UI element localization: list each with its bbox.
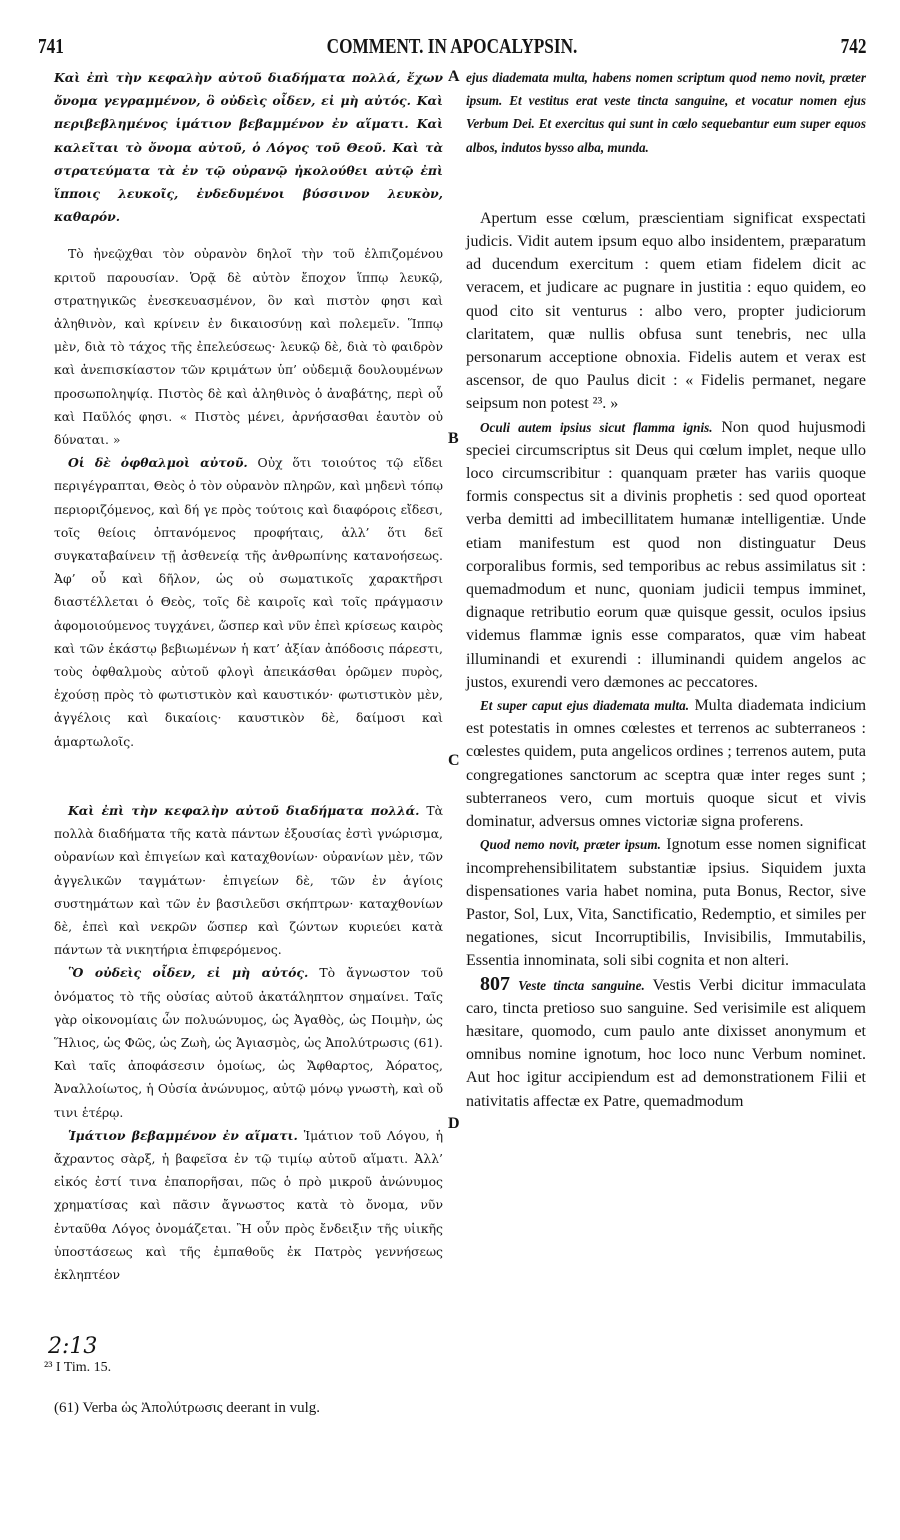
greek-commentary-paragraph: Οἱ δὲ ὀφθαλμοὶ αὐτοῦ. Οὐχ ὅτι τοιούτος τῷ εἴδει περιγέγραπται, Θεὸς ὁ τὸν οὐρανὸν πληρῶν, καὶ μηδενὶ τόπῳ περιοριζόμενος, καὶ δή γε πρὸς τούτοις καὶ διαφόροις εἴδεσι, τοῖς θείοις ὀπτανόμενος προφήταις, ἀλλ’ ὅτι δεῖ συγκαταβαίνειν τῇ ἀσθενείᾳ τῆς ἀνθρωπίνης κατανοήσεως. Ἀφ’ οὗ καὶ δῆλον, ὡς οὐ σωματικοῖς χαρακτῆρσι διαστέλλεται ὁ Θεὸς, τοῖς δὲ καιροῖς καὶ τοῖς πράγμασιν ἀφομοιούμενος τυγχάνει, ὥσπερ καὶ νῦν ἐπεὶ κρίσεως καιρὸς καὶ τῶν ἑκάστῳ βεβιωμένων ἡ κατ’ ἀξίαν ἀπόδοσις πάρεστι, τοὺς ὀφθαλμοὺς αὐτοῦ φλογὶ ἀπεικάσθαι ὁρῶμεν πυρὸς, ἐχούσῃ πρὸς τὸ φωτιστικὸν καὶ καυστικόν· φωτιστικὸν μὲν, ἀγγέλοις καὶ δικαίοις· καυστικὸν δὲ, δαίμοσι καὶ ἁμαρτωλοῖς. — [54, 455, 443, 749]
page-number-right: 742 — [840, 34, 866, 58]
greek-lemma: Οἱ δὲ ὀφθαλμοὶ αὐτοῦ. — [68, 455, 248, 471]
latin-lemma: Quod nemo novit, præter ipsum. — [480, 837, 661, 853]
section-marker-d: D — [448, 1115, 460, 1132]
running-header — [38, 34, 866, 60]
page-number-left: 741 — [38, 34, 64, 58]
greek-lemma: Ὃ οὐδεὶς οἶδεν, εἰ μὴ αὐτός. — [68, 965, 309, 981]
latin-commentary-paragraph: Oculi autem ipsius sicut flamma ignis. Non quod hujusmodi speciei circumscriptus sit Deus qui cœlum implet, neque ullo loco circumscribitur : quanquam præter has variis quoque formis conspectus sit a divinis prophetis : sed quod oporteat verba demitti ad imbecillitatem humanæ intelligentiæ. Unde etiam manifestum est quod non distinguatur Deus corporalibus formis, sed temporibus ac rebus assimilatus sit : quemadmodum et nunc, quoniam judicii tempus imminet, dignaque retributio eorum quæ quisque gessit, oculos ipsius videmus flammæ ignis esse comparatos, quæ vim habeat illuminandi et exurendi : illuminandi quidem angelos ac justos, exurendi vero dæmones ac peccatores. — [466, 418, 866, 691]
latin-commentary-paragraph: Apertum esse cœlum, præscientiam significat exspectati judicis. Vidit autem ipsum equo albo insidentem, præparatum ad ducendum exercitum : quem etiam fidelem dicit ac veracem, et judicare ac pugnare in justitia : equo quidem, eo quod cito sit venturus : albo vero, propter judiciorum claritatem, quæ nullis obfusa sunt tenebris, nec ulla personarum acceptione obnoxia. Fidelis autem et verax est ascensor, de quo Paulus dicit : « Fidelis permanet, negare seipsum non potest ²³. » — [466, 209, 866, 413]
greek-lemma: Ἱμάτιον βεβαμμένον ἐν αἵματι. — [68, 1127, 298, 1143]
greek-commentary-paragraph: Ἱμάτιον βεβαμμένον ἐν αἵματι. Ἱμάτιον τοῦ Λόγου, ἡ ἄχραντος σὰρξ, ἡ βαφεῖσα ἐν τῷ τιμίῳ αὐτοῦ αἵματι. Ἀλλ’ εἰκός ἐστί τινα ἐπαπορῆσαι, πῶς ὁ πρὸ μικροῦ ἀνώνυμος χρηματίσας καὶ πᾶσιν ἄγνωστος κατὰ τὸ ὄνομα, νῦν ἐνταῦθα Λόγος ὀνομάζεται. Ἢ οὖν πρὸς ἔνδειξιν τῆς υἱικῆς ὑποστάσεως καὶ τῆς ἐμπαθοῦς ἐκ Πατρὸς γεννήσεως ἐκληπτέον — [54, 1127, 443, 1282]
latin-column — [466, 66, 866, 1113]
section-marker-c: C — [448, 752, 460, 769]
greek-lemma: Καὶ ἐπὶ τὴν κεφαλὴν αὐτοῦ διαδήματα πολλά. — [68, 802, 420, 818]
greek-commentary-paragraph: Ὃ οὐδεὶς οἶδεν, εἰ μὴ αὐτός. Τὸ ἄγνωστον τοῦ ὀνόματος τὸ τῆς οὐσίας αὐτοῦ ἀκατάληπτον σημαίνει. Ταῖς γὰρ οἰκονομίαις ὧν πολυώνυμος, ὡς Ἀγαθὸς, ὡς Ποιμὴν, ὡς Ἥλιος, ὡς Φῶς, ὡς Ζωὴ, ὡς Ἁγιασμὸς, ὡς Ἀπολύτρωσις (61). Καὶ ταῖς ἀποφάσεσιν ὁμοίως, ὡς Ἄφθαρτος, Ἀόρατος, Ἀναλλοίωτος, ἡ Οὐσία ἀνώνυμος, αὐτῷ μόνῳ γνωστὴ, καὶ οὔ τινι ἑτέρῳ. — [54, 965, 443, 1120]
latin-commentary-paragraph: Et super caput ejus diademata multa. Multa diademata indicium est potestatis in omnes cœlestes et terrenos ac subterraneos : cœlestes quidem, puta angelicos ordines ; terrenos autem, puta congregationes sanctorum ac sceptra quæ inter reges sunt ; subterraneos vero, cum mortuis quoque sicut et vivis dominatur, adversus omnes victoriæ signa proferens. — [466, 697, 867, 831]
handwritten-annotation: 2:13 — [48, 1334, 98, 1359]
greek-column — [54, 66, 443, 1286]
greek-scripture-passage: Καὶ ἐπὶ τὴν κεφαλὴν αὐτοῦ διαδήματα πολλά, ἔχων ὄνομα γεγραμμένον, ὃ οὐδεὶς οἶδεν, εἰ μὴ αὐτός. Καὶ περιβεβλημένος ἱμάτιον βεβαμμένον ἐν αἵματι. Καὶ καλεῖται τὸ ὄνομα αὐτοῦ, ὁ Λόγος τοῦ Θεοῦ. Καὶ τὰ στρατεύματα τὰ ἐν τῷ οὐρανῷ ἠκολούθει αὐτῷ ἐπὶ ἵπποις λευκοῖς, ἐνδεδυμένοι βύσσινον λευκὸν, καθαρόν. — [54, 70, 443, 225]
running-title: COMMENT. IN APOCALYPSIN. — [326, 34, 578, 58]
column-number: 807 — [480, 972, 510, 995]
latin-commentary-paragraph: Quod nemo novit, præter ipsum. Ignotum esse nomen significat incomprehensibilitatem substantiæ ipsius. Siquidem juxta dispensationes varia habet nomina, puta Bonus, Rector, sive Pastor, Sol, Lux, Vita, Sanctificatio, Redemptio, et similes per negationes, sicut Incorruptibilis, Invisibilis, Immutabilis, Essentia innominata, soli sibi cognita et non alteri. — [466, 836, 867, 970]
scripture-footnote: ²³ I Tim. 15. — [44, 1360, 112, 1375]
latin-lemma: Oculi autem ipsius sicut flamma ignis. — [480, 419, 713, 435]
latin-lemma: Et super caput ejus diademata multa. — [480, 698, 690, 714]
editorial-footnote: (61) Verba ὡς Ἀπολύτρωσις deerant in vulg. — [54, 1400, 321, 1416]
section-marker-b: B — [448, 430, 459, 447]
greek-commentary-paragraph: Τὸ ἠνεῷχθαι τὸν οὐρανὸν δηλοῖ τὴν τοῦ ἐλπιζομένου κριτοῦ παρουσίαν. Ὁρᾷ δὲ αὐτὸν ἔποχον ἵππῳ λευκῷ, στρατηγικῶς ἐνεσκευασμένον, ὃν καὶ πιστὸν φησι καὶ ἀληθινὸν, καὶ κρίνειν ἐν δικαιοσύνῃ καὶ πολεμεῖν. Ἵππῳ μὲν, διὰ τὸ τάχος τῆς ἐπελεύσεως· λευκῷ δὲ, διὰ τὸ φαιδρὸν καὶ ἀνεπισκίαστον τῶν κριμάτων ὑπ’ οὐδεμιᾷ δουλουμένων προσωποληψίᾳ. Πιστὸς δὲ καὶ ἀληθινὸς ὁ ἀναβάτης, περὶ οὗ καὶ Παῦλός φησι. « Πιστὸς μένει, ἀρνήσασθαι ἑαυτὸν οὐ δύναται. » — [54, 246, 443, 448]
latin-scripture-passage: ejus diademata multa, habens nomen scriptum quod nemo novit, præter ipsum. Et vestitus erat veste tincta sanguine, et vocatur nomen ejus Verbum Dei. Et exercitus qui sunt in cœlo sequebantur eum super equos albos, indutos bysso alba, munda. — [466, 70, 866, 155]
section-marker-a: A — [448, 68, 460, 85]
latin-commentary-paragraph: 807 Veste tincta sanguine. Vestis Verbi dicitur immaculata caro, tincta pretioso suo sanguine. Sed verisimile est aliquem hæsitare, quomodo, cum paulo ante dixisset anonymum et omnibus nomine ignotum, hoc loco nunc Verbum nominet. Aut hoc igitur accipiendum est ad demonstrationem Filii et nativitatis affectæ ex Patre, quemadmodum — [466, 972, 867, 1110]
greek-commentary-paragraph: Καὶ ἐπὶ τὴν κεφαλὴν αὐτοῦ διαδήματα πολλά. Τὰ πολλὰ διαδήματα τῆς κατὰ πάντων ἐξουσίας ἐστὶ γνώρισμα, οὐρανίων καὶ ἐπιγείων καὶ καταχθονίων· οὐρανίων μὲν, τῶν ἀγγελικῶν ταγμάτων· ἐπιγείων δὲ, τῶν ἐν ἁγίοις συστημάτων καὶ τῶν ἐν βασιλεῦσι σκήπτρων· καταχθονίων δὲ, ἐπεὶ καὶ νεκρῶν ὥσπερ καὶ ζώντων κυριεύει κατὰ πάντων τὰ νικητήρια ἐπιφερόμενος. — [54, 802, 443, 958]
latin-lemma: Veste tincta sanguine. — [518, 977, 645, 993]
